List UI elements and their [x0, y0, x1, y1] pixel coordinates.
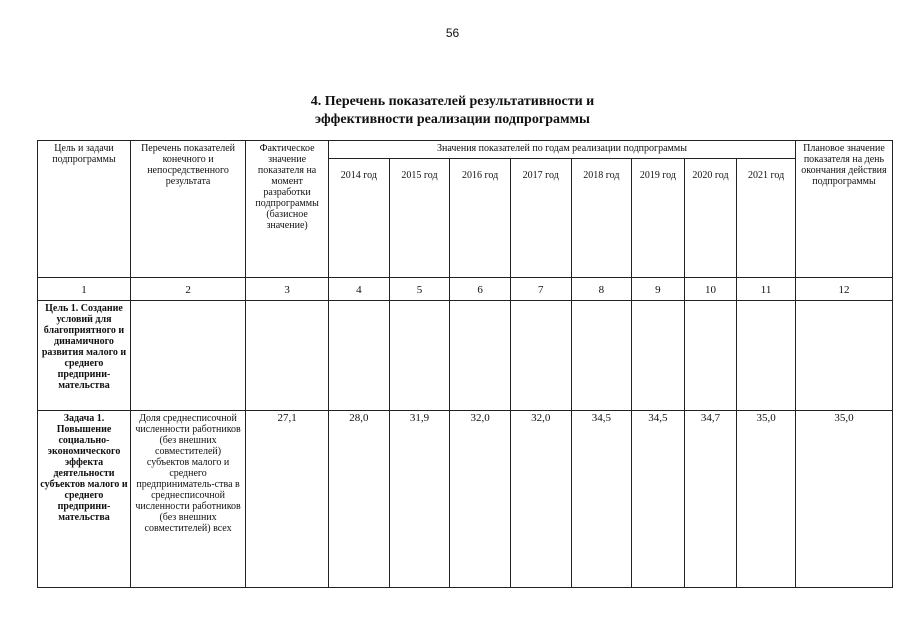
table-header-row: [38, 141, 893, 159]
goal-cell: Цель 1. Создание условий для благоприятного и динамичного развития малого и среднего предприни-мательства: [38, 301, 131, 411]
empty-cell: [737, 301, 796, 411]
column-number: 1: [38, 278, 131, 301]
year-value-cell: 35,0: [737, 411, 796, 588]
document-title: [0, 93, 905, 129]
column-number: 12: [795, 278, 892, 301]
empty-cell: [450, 301, 511, 411]
page-number: 56: [445, 26, 460, 40]
column-number: 10: [684, 278, 737, 301]
column-number: 6: [450, 278, 511, 301]
empty-cell: [795, 301, 892, 411]
task-cell: Задача 1. Повышение социально-экономического эффекта деятельности субъектов малого и среднего предприни-мательства: [38, 411, 131, 588]
title-line-1: 4. Перечень показателей результативности и: [310, 94, 595, 109]
column-number: 8: [571, 278, 632, 301]
column-number: 9: [632, 278, 685, 301]
header-year: 2016 год: [450, 159, 511, 278]
column-number: 7: [510, 278, 571, 301]
empty-cell: [684, 301, 737, 411]
empty-cell: [130, 301, 245, 411]
empty-cell: [632, 301, 685, 411]
title-line-2: эффективности реализации подпрограммы: [315, 112, 590, 127]
column-number: 4: [329, 278, 390, 301]
header-year: 2015 год: [389, 159, 450, 278]
header-indicators: Перечень показателей конечного и непосредственного результата: [130, 141, 245, 278]
year-value-cell: 32,0: [510, 411, 571, 588]
empty-cell: [510, 301, 571, 411]
year-value-cell: 28,0: [329, 411, 390, 588]
empty-cell: [389, 301, 450, 411]
year-value-cell: 34,5: [632, 411, 685, 588]
column-number: 3: [246, 278, 329, 301]
year-value-cell: 31,9: [389, 411, 450, 588]
year-value-cell: 32,0: [450, 411, 511, 588]
header-year: 2017 год: [510, 159, 571, 278]
header-goal: Цель и задачи подпрограммы: [38, 141, 131, 278]
column-numbers-row: [38, 278, 893, 301]
year-value-cell: 34,5: [571, 411, 632, 588]
header-year: 2014 год: [329, 159, 390, 278]
year-value-cell: 34,7: [684, 411, 737, 588]
header-year: 2018 год: [571, 159, 632, 278]
header-planned: Плановое значение показателя на день окончания действия подпрограммы: [795, 141, 892, 278]
empty-cell: [571, 301, 632, 411]
planned-value-cell: 35,0: [795, 411, 892, 588]
column-number: 5: [389, 278, 450, 301]
column-number: 2: [130, 278, 245, 301]
empty-cell: [246, 301, 329, 411]
indicator-cell: Доля среднесписочной численности работников (без внешних совместителей) субъектов малого и среднего предприниматель-ства в среднесписочной численности работников (без внешних совместителей) всех: [130, 411, 245, 588]
actual-value-cell: 27,1: [246, 411, 329, 588]
header-year: 2020 год: [684, 159, 737, 278]
header-year: 2021 год: [737, 159, 796, 278]
header-years-group: Значения показателей по годам реализации подпрограммы: [329, 141, 796, 159]
indicators-table: [37, 140, 893, 588]
table-row-goal: [38, 301, 893, 411]
header-year: 2019 год: [632, 159, 685, 278]
table-row-task: [38, 411, 893, 588]
empty-cell: [329, 301, 390, 411]
column-number: 11: [737, 278, 796, 301]
header-actual: Фактическое значение показателя на момент разработки подпрограммы (базисное значение): [246, 141, 329, 278]
